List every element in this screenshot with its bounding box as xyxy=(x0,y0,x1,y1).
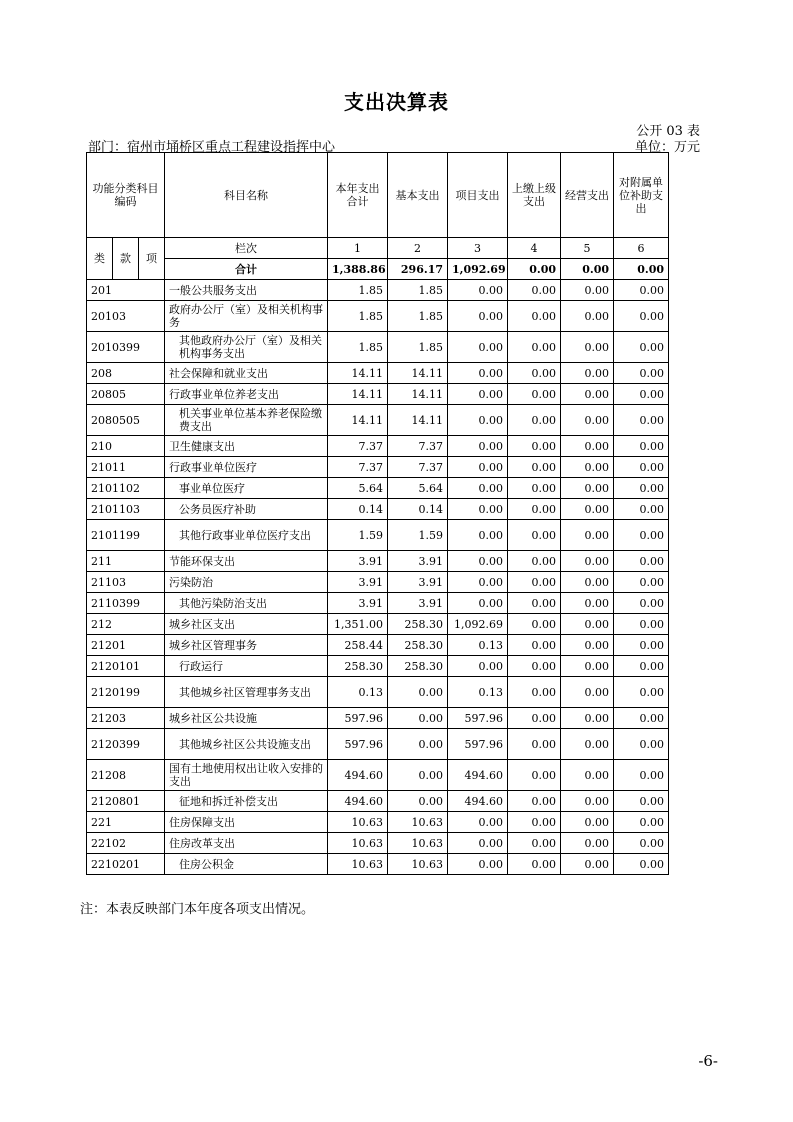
amount-cell: 258.30 xyxy=(388,635,448,656)
table-row xyxy=(87,656,669,677)
amount-cell: 0.00 xyxy=(561,520,614,551)
function-code: 2120801 xyxy=(87,791,165,812)
table-row xyxy=(87,593,669,614)
function-code: 2101102 xyxy=(87,478,165,499)
amount-cell: 0.00 xyxy=(388,791,448,812)
amount-cell: 0.00 xyxy=(508,708,561,729)
amount-cell: 0.00 xyxy=(561,384,614,405)
amount-cell: 0.00 xyxy=(448,332,508,363)
amount-cell: 0.13 xyxy=(448,677,508,708)
amount-cell: 0.13 xyxy=(448,635,508,656)
subsidy-header: 对附属单位补助支出 xyxy=(614,153,669,238)
function-code: 221 xyxy=(87,812,165,833)
amount-cell: 3.91 xyxy=(328,593,388,614)
amount-cell: 0.00 xyxy=(614,499,669,520)
amount-cell: 494.60 xyxy=(448,791,508,812)
table-row xyxy=(87,520,669,551)
amount-cell: 0.13 xyxy=(328,677,388,708)
amount-cell: 0.00 xyxy=(561,457,614,478)
col-number: 2 xyxy=(388,238,448,259)
amount-cell: 0.00 xyxy=(561,854,614,875)
function-code: 20805 xyxy=(87,384,165,405)
table-row xyxy=(87,384,669,405)
subject-name: 住房改革支出 xyxy=(165,833,328,854)
amount-cell: 0.00 xyxy=(614,520,669,551)
amount-cell: 0.00 xyxy=(508,384,561,405)
function-code: 21201 xyxy=(87,635,165,656)
amount-cell: 3.91 xyxy=(328,551,388,572)
amount-cell: 597.96 xyxy=(328,708,388,729)
amount-cell: 0.00 xyxy=(561,760,614,791)
expenditure-table xyxy=(86,152,669,875)
unit-label: 单位：万元 xyxy=(634,140,700,155)
amount-cell: 10.63 xyxy=(328,833,388,854)
subject-name: 行政运行 xyxy=(165,656,328,677)
amount-cell: 14.11 xyxy=(328,384,388,405)
function-code: 212 xyxy=(87,614,165,635)
amount-cell: 3.91 xyxy=(388,572,448,593)
amount-cell: 0.00 xyxy=(561,656,614,677)
subject-name: 卫生健康支出 xyxy=(165,436,328,457)
function-code: 21203 xyxy=(87,708,165,729)
amount-cell: 1.85 xyxy=(388,301,448,332)
amount-cell: 0.00 xyxy=(561,708,614,729)
subject-name: 一般公共服务支出 xyxy=(165,280,328,301)
amount-cell: 0.00 xyxy=(508,833,561,854)
amount-cell: 258.30 xyxy=(388,614,448,635)
amount-cell: 7.37 xyxy=(328,436,388,457)
amount-cell: 1,092.69 xyxy=(448,614,508,635)
amount-cell: 0.00 xyxy=(561,436,614,457)
amount-cell: 0.00 xyxy=(561,677,614,708)
function-code: 208 xyxy=(87,363,165,384)
total-value: 1,388.86 xyxy=(328,259,388,280)
amount-cell: 0.00 xyxy=(614,677,669,708)
amount-cell: 597.96 xyxy=(448,729,508,760)
table-row xyxy=(87,572,669,593)
amount-cell: 0.00 xyxy=(508,614,561,635)
total-value: 0.00 xyxy=(508,259,561,280)
form-number: 公开 03 表 xyxy=(636,124,700,139)
function-code: 2120399 xyxy=(87,729,165,760)
table-row xyxy=(87,280,669,301)
subject-name: 行政事业单位医疗 xyxy=(165,457,328,478)
amount-cell: 0.00 xyxy=(448,656,508,677)
amount-cell: 0.00 xyxy=(614,551,669,572)
table-row xyxy=(87,436,669,457)
col-number: 5 xyxy=(561,238,614,259)
amount-cell: 0.00 xyxy=(448,520,508,551)
amount-cell: 1.59 xyxy=(388,520,448,551)
table-row xyxy=(87,551,669,572)
amount-cell: 0.00 xyxy=(614,363,669,384)
amount-cell: 0.00 xyxy=(388,677,448,708)
amount-cell: 0.00 xyxy=(448,593,508,614)
total-header: 本年支出合计 xyxy=(328,153,388,238)
function-code: 2120101 xyxy=(87,656,165,677)
subject-name: 国有土地使用权出让收入安排的支出 xyxy=(165,760,328,791)
amount-cell: 0.00 xyxy=(448,280,508,301)
table-row xyxy=(87,812,669,833)
subject-name: 其他行政事业单位医疗支出 xyxy=(165,520,328,551)
amount-cell: 1.59 xyxy=(328,520,388,551)
amount-cell: 0.00 xyxy=(614,405,669,436)
subject-name: 征地和拆迁补偿支出 xyxy=(165,791,328,812)
amount-cell: 0.00 xyxy=(448,812,508,833)
lei-header: 类 xyxy=(87,238,113,280)
amount-cell: 14.11 xyxy=(388,384,448,405)
function-code: 21208 xyxy=(87,760,165,791)
amount-cell: 7.37 xyxy=(388,457,448,478)
amount-cell: 0.00 xyxy=(614,760,669,791)
amount-cell: 0.00 xyxy=(614,332,669,363)
amount-cell: 0.00 xyxy=(508,760,561,791)
amount-cell: 7.37 xyxy=(328,457,388,478)
amount-cell: 0.00 xyxy=(448,301,508,332)
subject-name: 行政事业单位养老支出 xyxy=(165,384,328,405)
function-code: 2010399 xyxy=(87,332,165,363)
amount-cell: 0.00 xyxy=(614,812,669,833)
amount-cell: 14.11 xyxy=(388,363,448,384)
amount-cell: 0.00 xyxy=(614,301,669,332)
amount-cell: 0.00 xyxy=(448,405,508,436)
amount-cell: 494.60 xyxy=(328,791,388,812)
amount-cell: 0.00 xyxy=(508,280,561,301)
subject-name: 节能环保支出 xyxy=(165,551,328,572)
amount-cell: 258.44 xyxy=(328,635,388,656)
lanci-label: 栏次 xyxy=(165,238,328,259)
amount-cell: 0.00 xyxy=(561,833,614,854)
subject-name: 政府办公厅（室）及相关机构事务 xyxy=(165,301,328,332)
amount-cell: 0.00 xyxy=(508,457,561,478)
function-code: 2120199 xyxy=(87,677,165,708)
amount-cell: 0.00 xyxy=(561,729,614,760)
subject-name: 住房保障支出 xyxy=(165,812,328,833)
table-row xyxy=(87,760,669,791)
subject-name: 住房公积金 xyxy=(165,854,328,875)
col-number: 6 xyxy=(614,238,669,259)
amount-cell: 3.91 xyxy=(328,572,388,593)
amount-cell: 14.11 xyxy=(328,363,388,384)
amount-cell: 0.00 xyxy=(561,499,614,520)
amount-cell: 0.00 xyxy=(448,478,508,499)
amount-cell: 0.00 xyxy=(614,478,669,499)
amount-cell: 0.00 xyxy=(561,812,614,833)
function-code: 210 xyxy=(87,436,165,457)
amount-cell: 0.00 xyxy=(388,729,448,760)
function-code: 20103 xyxy=(87,301,165,332)
amount-cell: 0.00 xyxy=(614,791,669,812)
amount-cell: 0.00 xyxy=(448,572,508,593)
table-row xyxy=(87,363,669,384)
amount-cell: 0.14 xyxy=(388,499,448,520)
amount-cell: 0.00 xyxy=(561,478,614,499)
amount-cell: 0.00 xyxy=(561,363,614,384)
department-label: 部门：宿州市埇桥区重点工程建设指挥中心 xyxy=(88,140,336,155)
amount-cell: 0.00 xyxy=(508,332,561,363)
amount-cell: 258.30 xyxy=(388,656,448,677)
table-row xyxy=(87,791,669,812)
amount-cell: 1.85 xyxy=(388,332,448,363)
function-code: 211 xyxy=(87,551,165,572)
subject-name: 城乡社区支出 xyxy=(165,614,328,635)
amount-cell: 5.64 xyxy=(328,478,388,499)
basic-header: 基本支出 xyxy=(388,153,448,238)
subject-name: 其他城乡社区公共设施支出 xyxy=(165,729,328,760)
amount-cell: 1,351.00 xyxy=(328,614,388,635)
amount-cell: 0.00 xyxy=(561,551,614,572)
table-row xyxy=(87,332,669,363)
xiang-header: 项 xyxy=(139,238,165,280)
amount-cell: 14.11 xyxy=(328,405,388,436)
subject-name: 公务员医疗补助 xyxy=(165,499,328,520)
business-header: 经营支出 xyxy=(561,153,614,238)
amount-cell: 1.85 xyxy=(328,301,388,332)
amount-cell: 0.00 xyxy=(561,614,614,635)
subject-name: 其他城乡社区管理事务支出 xyxy=(165,677,328,708)
amount-cell: 0.00 xyxy=(448,499,508,520)
amount-cell: 0.00 xyxy=(508,363,561,384)
amount-cell: 0.00 xyxy=(508,677,561,708)
amount-cell: 0.00 xyxy=(448,436,508,457)
amount-cell: 0.14 xyxy=(328,499,388,520)
project-header: 项目支出 xyxy=(448,153,508,238)
amount-cell: 10.63 xyxy=(388,833,448,854)
total-row xyxy=(87,259,669,280)
amount-cell: 0.00 xyxy=(614,635,669,656)
amount-cell: 0.00 xyxy=(508,520,561,551)
kuan-header: 款 xyxy=(113,238,139,280)
amount-cell: 258.30 xyxy=(328,656,388,677)
amount-cell: 0.00 xyxy=(448,854,508,875)
amount-cell: 0.00 xyxy=(614,854,669,875)
function-code: 21103 xyxy=(87,572,165,593)
function-code: 201 xyxy=(87,280,165,301)
table-row xyxy=(87,854,669,875)
amount-cell: 0.00 xyxy=(614,457,669,478)
amount-cell: 0.00 xyxy=(561,405,614,436)
column-number-row xyxy=(87,238,669,259)
amount-cell: 0.00 xyxy=(508,436,561,457)
amount-cell: 0.00 xyxy=(508,478,561,499)
amount-cell: 0.00 xyxy=(388,760,448,791)
subject-name-header: 科目名称 xyxy=(165,153,328,238)
amount-cell: 0.00 xyxy=(448,551,508,572)
page-title: 支出决算表 xyxy=(344,90,449,114)
subject-name: 污染防治 xyxy=(165,572,328,593)
amount-cell: 0.00 xyxy=(561,332,614,363)
amount-cell: 0.00 xyxy=(388,708,448,729)
amount-cell: 0.00 xyxy=(508,572,561,593)
table-row xyxy=(87,301,669,332)
amount-cell: 0.00 xyxy=(448,833,508,854)
header-row xyxy=(87,153,669,238)
amount-cell: 0.00 xyxy=(614,833,669,854)
amount-cell: 0.00 xyxy=(508,301,561,332)
table-note: 注：本表反映部门本年度各项支出情况。 xyxy=(80,902,315,917)
amount-cell: 0.00 xyxy=(614,436,669,457)
table-row xyxy=(87,833,669,854)
amount-cell: 14.11 xyxy=(388,405,448,436)
amount-cell: 597.96 xyxy=(448,708,508,729)
amount-cell: 0.00 xyxy=(614,280,669,301)
col-number: 4 xyxy=(508,238,561,259)
amount-cell: 0.00 xyxy=(561,635,614,656)
amount-cell: 7.37 xyxy=(388,436,448,457)
table-row xyxy=(87,405,669,436)
function-code: 2101103 xyxy=(87,499,165,520)
subject-name: 社会保障和就业支出 xyxy=(165,363,328,384)
amount-cell: 3.91 xyxy=(388,551,448,572)
amount-cell: 0.00 xyxy=(508,854,561,875)
amount-cell: 0.00 xyxy=(508,791,561,812)
function-code: 2110399 xyxy=(87,593,165,614)
amount-cell: 5.64 xyxy=(388,478,448,499)
total-value: 296.17 xyxy=(388,259,448,280)
table-row xyxy=(87,635,669,656)
amount-cell: 1.85 xyxy=(388,280,448,301)
table-row xyxy=(87,708,669,729)
amount-cell: 0.00 xyxy=(561,593,614,614)
function-code: 2080505 xyxy=(87,405,165,436)
amount-cell: 0.00 xyxy=(508,812,561,833)
amount-cell: 0.00 xyxy=(561,791,614,812)
amount-cell: 0.00 xyxy=(614,729,669,760)
amount-cell: 0.00 xyxy=(508,656,561,677)
subject-name: 城乡社区公共设施 xyxy=(165,708,328,729)
total-label: 合计 xyxy=(165,259,328,280)
amount-cell: 0.00 xyxy=(561,301,614,332)
amount-cell: 0.00 xyxy=(614,572,669,593)
total-value: 0.00 xyxy=(561,259,614,280)
amount-cell: 0.00 xyxy=(561,280,614,301)
amount-cell: 0.00 xyxy=(614,384,669,405)
amount-cell: 0.00 xyxy=(508,499,561,520)
amount-cell: 10.63 xyxy=(388,854,448,875)
table-row xyxy=(87,677,669,708)
function-code: 2101199 xyxy=(87,520,165,551)
col-number: 3 xyxy=(448,238,508,259)
subject-name: 事业单位医疗 xyxy=(165,478,328,499)
amount-cell: 3.91 xyxy=(388,593,448,614)
func-code-header: 功能分类科目编码 xyxy=(87,153,165,238)
upper-header: 上缴上级支出 xyxy=(508,153,561,238)
amount-cell: 494.60 xyxy=(328,760,388,791)
total-value: 1,092.69 xyxy=(448,259,508,280)
subject-name: 机关事业单位基本养老保险缴费支出 xyxy=(165,405,328,436)
col-number: 1 xyxy=(328,238,388,259)
amount-cell: 0.00 xyxy=(508,551,561,572)
amount-cell: 0.00 xyxy=(508,405,561,436)
function-code: 21011 xyxy=(87,457,165,478)
amount-cell: 1.85 xyxy=(328,280,388,301)
amount-cell: 0.00 xyxy=(508,729,561,760)
amount-cell: 0.00 xyxy=(614,593,669,614)
function-code: 2210201 xyxy=(87,854,165,875)
table-row xyxy=(87,499,669,520)
amount-cell: 494.60 xyxy=(448,760,508,791)
subject-name: 城乡社区管理事务 xyxy=(165,635,328,656)
total-value: 0.00 xyxy=(614,259,669,280)
amount-cell: 0.00 xyxy=(448,457,508,478)
amount-cell: 10.63 xyxy=(328,812,388,833)
page-number: -6- xyxy=(698,1052,718,1070)
table-row xyxy=(87,729,669,760)
subject-name: 其他政府办公厅（室）及相关机构事务支出 xyxy=(165,332,328,363)
amount-cell: 0.00 xyxy=(614,708,669,729)
amount-cell: 0.00 xyxy=(614,614,669,635)
subject-name: 其他污染防治支出 xyxy=(165,593,328,614)
amount-cell: 597.96 xyxy=(328,729,388,760)
amount-cell: 0.00 xyxy=(448,384,508,405)
amount-cell: 0.00 xyxy=(448,363,508,384)
table-row xyxy=(87,457,669,478)
table-row xyxy=(87,478,669,499)
table-row xyxy=(87,614,669,635)
amount-cell: 0.00 xyxy=(508,635,561,656)
function-code: 22102 xyxy=(87,833,165,854)
amount-cell: 10.63 xyxy=(328,854,388,875)
amount-cell: 10.63 xyxy=(388,812,448,833)
amount-cell: 0.00 xyxy=(561,572,614,593)
amount-cell: 1.85 xyxy=(328,332,388,363)
amount-cell: 0.00 xyxy=(614,656,669,677)
amount-cell: 0.00 xyxy=(508,593,561,614)
